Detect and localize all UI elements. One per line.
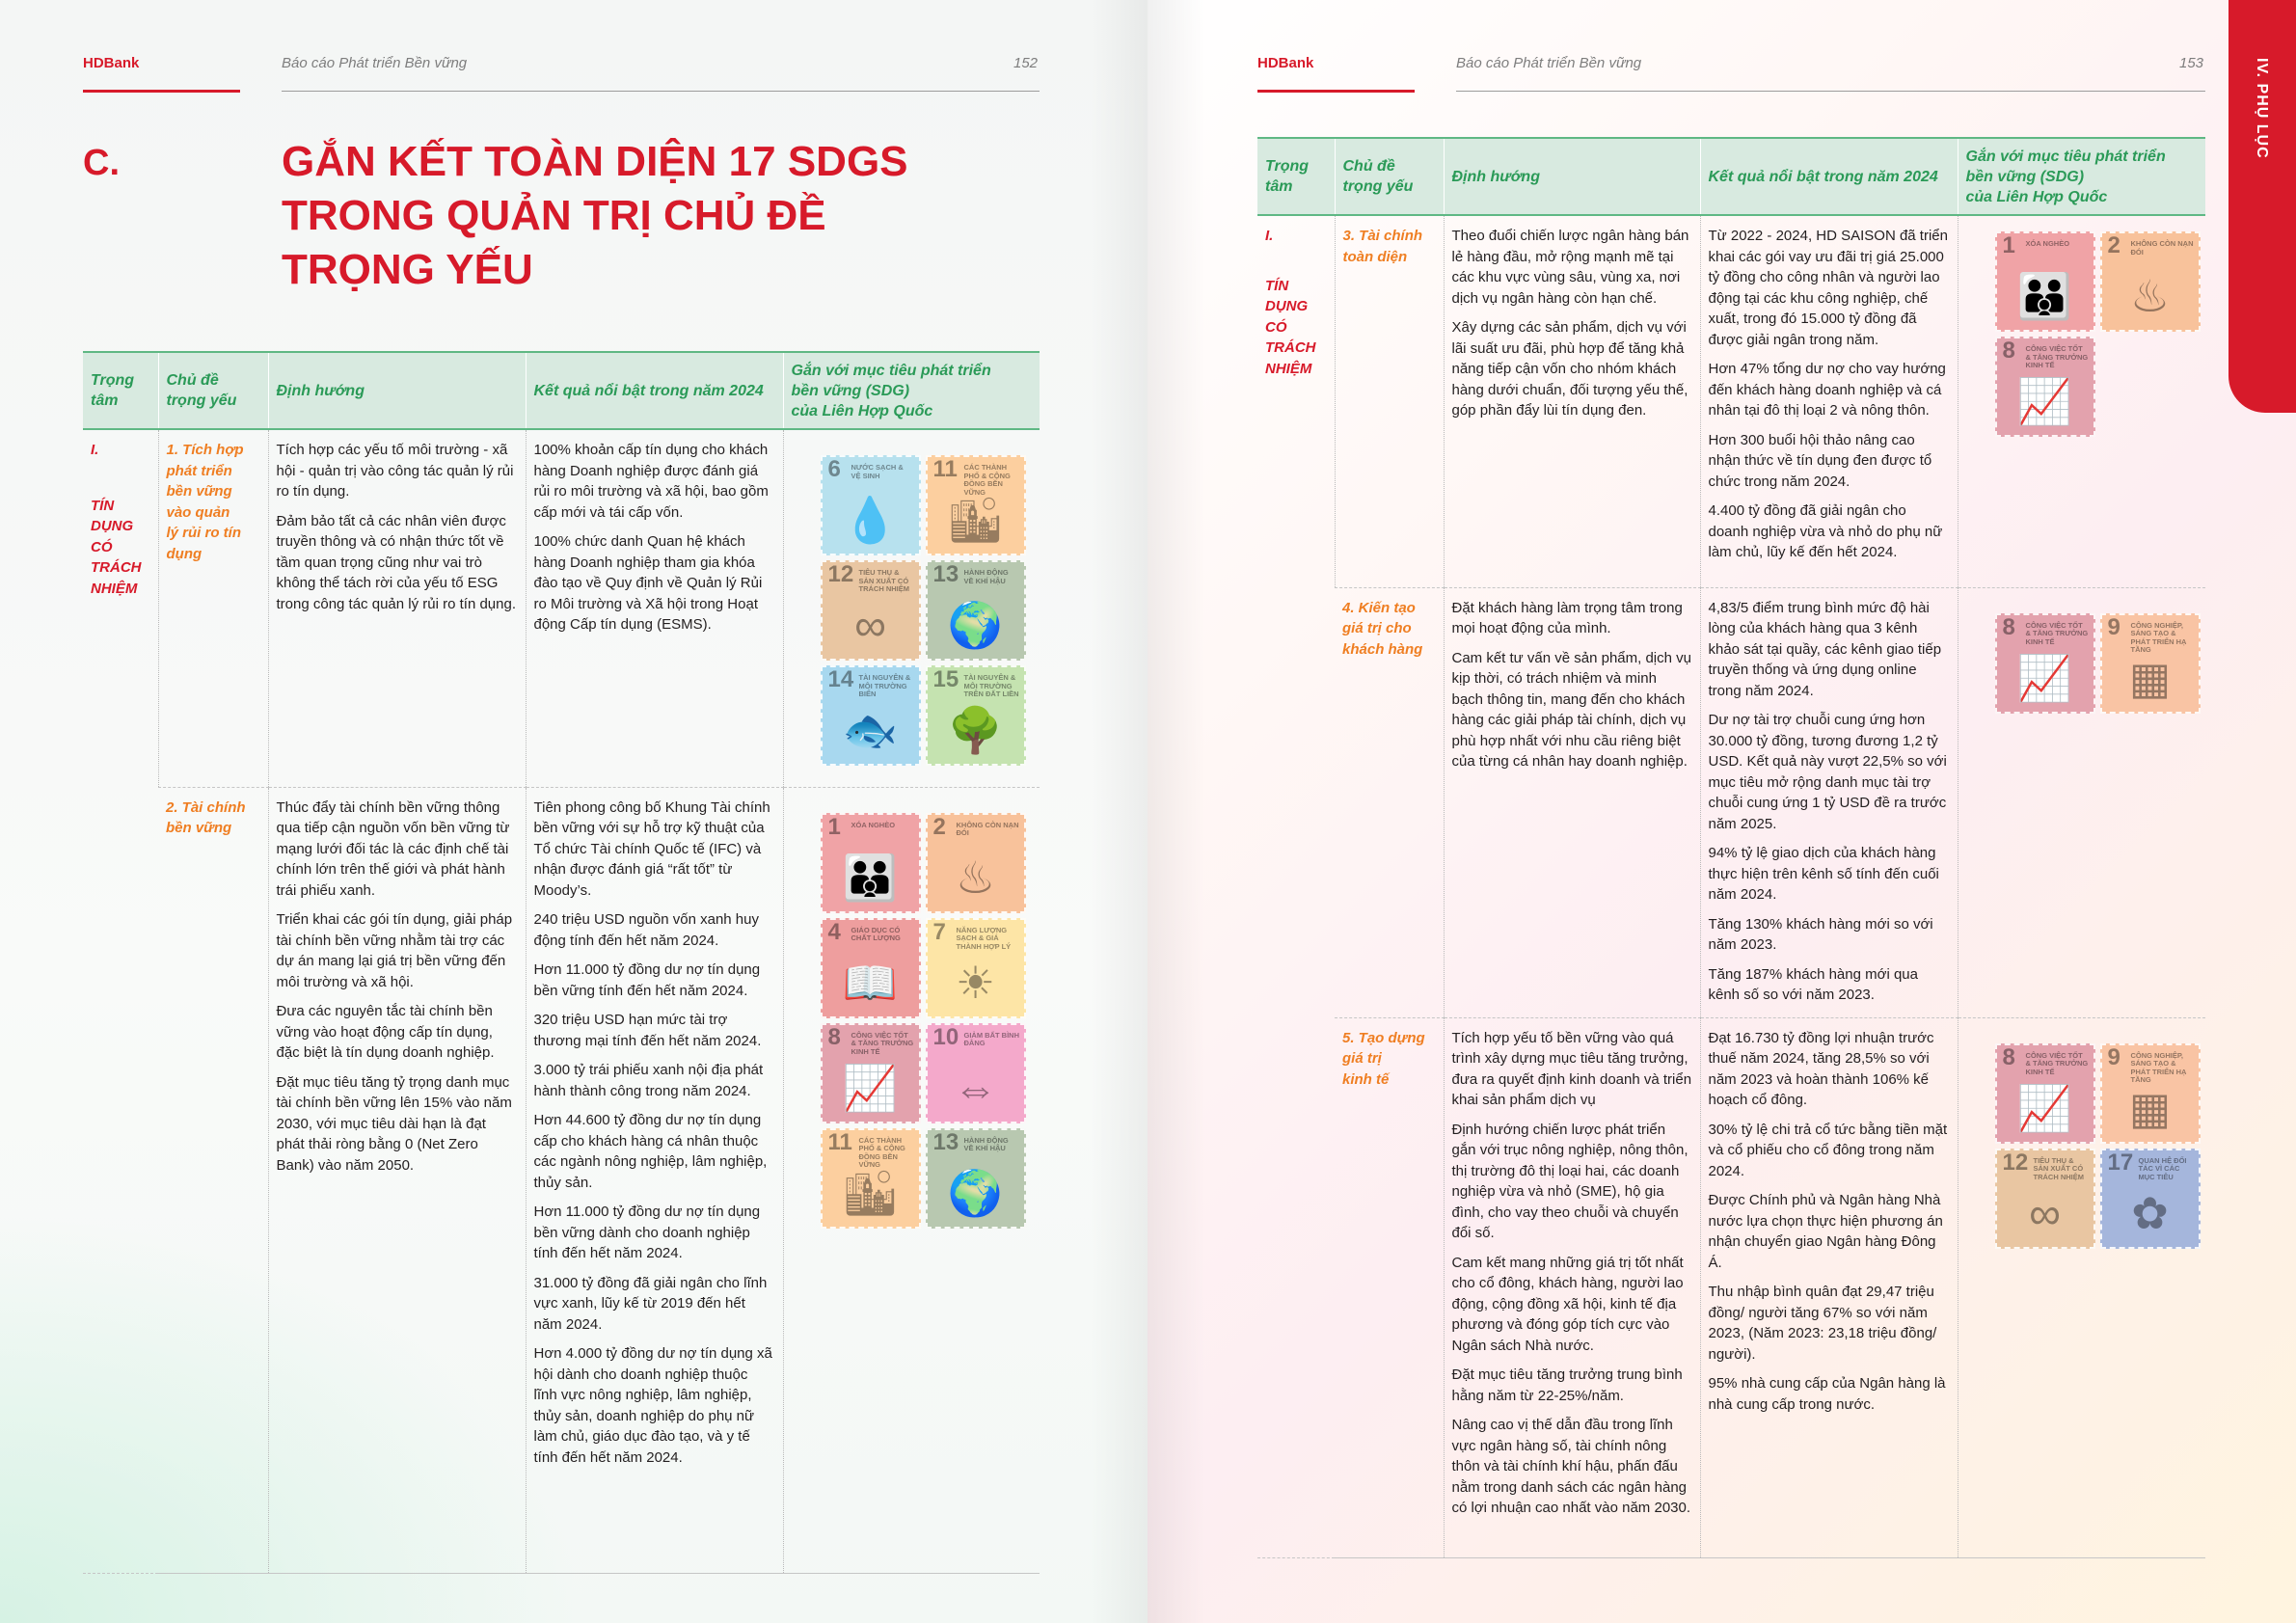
topic-cell: 5. Tạo dựng giá trị kinh tế bbox=[1335, 1017, 1444, 1557]
sdg-number: 8 bbox=[2002, 613, 2015, 640]
topic-cell: 3. Tài chính toàn diện bbox=[1335, 215, 1444, 587]
sdg-label: NĂNG LƯỢNG SẠCH & GIÁ THÀNH HỢP LÝ bbox=[956, 925, 1012, 951]
sdg-label: TIÊU THỤ & SẢN XUẤT CÓ TRÁCH NHIỆM bbox=[858, 568, 909, 593]
sdg-number: 2 bbox=[932, 813, 946, 840]
sdg-tile-11 bbox=[926, 455, 1026, 555]
sdg-number: 8 bbox=[827, 1023, 841, 1050]
sdg-number: 10 bbox=[932, 1023, 959, 1050]
sdg-label: KHÔNG CÒN NẠN ĐÓI bbox=[2130, 239, 2194, 257]
growth-chart-icon: 📈 bbox=[2016, 1082, 2073, 1133]
sdg-tile-1 bbox=[821, 813, 921, 913]
sdg-label: CÔNG VIỆC TỐT & TĂNG TRƯỞNG KINH TẾ bbox=[2025, 344, 2089, 369]
sdg-table-right bbox=[1257, 137, 2205, 1558]
topic-cell: 1. Tích hợp phát triển bền vững vào quản lý rủi ro tín dụng bbox=[158, 429, 268, 787]
right-page bbox=[1148, 0, 2296, 1623]
sdg-tile-8 bbox=[1995, 1043, 2095, 1144]
results-cell: 4,83/5 điểm trung bình mức độ hài lòng của khách hàng qua 3 kênh khảo sát tại quầy, các kênh giao tiếp truyền thống và ứng dụng online trong năm 2024. Dư nợ tài trợ chuỗi cung ứng hơn 30.000 tỷ đồng, tương đương 1,2 tỷ USD. Kết quả này vượt 22,5% so với mục tiêu mở rộng danh mục tài trợ chuỗi cung ứng 1 tỷ USD đề ra trước năm 2025. 94% tỷ lệ giao dịch của khách hàng thực hiện trên kênh số tính đến cuối năm 2024. Tăng 130% khách hàng mới so với năm 2023. Tăng 187% khách hàng mới qua kênh số so với năm 2023. bbox=[1700, 587, 1958, 1017]
orientation-cell: Theo đuổi chiến lược ngân hàng bán lẻ hàng đầu, mở rộng mạnh mẽ tại các khu vực vùng sâu, vùng xa, nơi dịch vụ ngân hàng còn hạn chế. Xây dựng các sản phẩm, dịch vụ với lãi suất ưu đãi, phù hợp để tăng khả năng tiếp cận vốn cho nhóm khách hàng dưới chuẩn, đối tượng yếu thế, góp phần đẩy lùi tín dụng đen. bbox=[1444, 215, 1700, 587]
table-row bbox=[1257, 215, 2205, 587]
sdg-number: 1 bbox=[827, 813, 841, 840]
sdg-number: 7 bbox=[932, 918, 946, 945]
results-cell: Đạt 16.730 tỷ đồng lợi nhuận trước thuế năm 2024, tăng 28,5% so với năm 2023 và hoàn thành 106% kế hoạch cổ đông. 30% tỷ lệ chi trả cổ tức bằng tiền mặt và cổ phiếu cho cổ đông trong năm 2024. Được Chính phủ và Ngân hàng Nhà nước lựa chọn thực hiện phương án nhận chuyển giao Ngân hàng Đông Á. Thu nhập bình quân đạt 29,47 triệu đồng/ người tăng 67% so với năm 2023, (Năm 2023: 23,18 triệu đồng/ người). 95% nhà cung cấp của Ngân hàng là nhà cung cấp trong nước. bbox=[1700, 1017, 1958, 1557]
focus-area: I. TÍN DỤNG CÓ TRÁCH NHIỆM bbox=[83, 429, 158, 1573]
sdg-number: 8 bbox=[2002, 338, 2015, 364]
sdg-number: 12 bbox=[827, 561, 854, 587]
sdg-number: 13 bbox=[932, 561, 959, 587]
family-icon: 👪 bbox=[842, 852, 899, 903]
sdg-label: QUAN HỆ ĐỐI TÁC VÌ CÁC MỤC TIÊU bbox=[2138, 1155, 2187, 1181]
sdg-number: 9 bbox=[2107, 1043, 2120, 1070]
sdg-label: XÓA NGHÈO bbox=[851, 820, 896, 829]
page-number: 152 bbox=[1013, 55, 1039, 71]
sdg-tile-14 bbox=[821, 665, 921, 766]
sdg-tile-13 bbox=[926, 560, 1026, 661]
table-row bbox=[1257, 587, 2205, 1017]
section-letter: C. bbox=[83, 143, 120, 183]
sdg-tiles bbox=[1966, 1028, 2199, 1249]
sdg-tile-6 bbox=[821, 455, 921, 555]
sdg-label: TÀI NGUYÊN & MÔI TRƯỜNG BIỂN bbox=[858, 673, 911, 698]
sdg-label: TIÊU THỤ & SẢN XUẤT CÓ TRÁCH NHIỆM bbox=[2033, 1155, 2084, 1181]
sdg-tile-8 bbox=[821, 1023, 921, 1123]
sdg-label: GIẢM BẤT BÌNH ĐẲNG bbox=[963, 1030, 1019, 1047]
sdg-number: 2 bbox=[2107, 232, 2120, 258]
sdg-cell bbox=[1958, 587, 2205, 1017]
sdg-number: 14 bbox=[827, 666, 854, 692]
sdg-number: 11 bbox=[827, 1128, 852, 1155]
hdbank-logo: HDBank bbox=[83, 55, 140, 71]
report-title: Báo cáo Phát triển Bền vững bbox=[1456, 55, 1642, 71]
sdg-tile-17 bbox=[2100, 1149, 2201, 1249]
sdg-tiles bbox=[1966, 598, 2199, 714]
fish-icon: 🐟 bbox=[842, 705, 899, 755]
sdg-number: 1 bbox=[2002, 232, 2015, 258]
sdg-number: 11 bbox=[932, 456, 958, 482]
table-row bbox=[83, 787, 1040, 1573]
growth-chart-icon: 📈 bbox=[2016, 652, 2073, 703]
header-sdg: Gắn với mục tiêu phát triển bền vững (SDG) của Liên Hợp Quốc bbox=[1958, 138, 2205, 215]
growth-chart-icon: 📈 bbox=[2016, 376, 2073, 426]
sdg-tile-12 bbox=[821, 560, 921, 661]
sdg-tile-10 bbox=[926, 1023, 1026, 1123]
page-header-left bbox=[83, 53, 1040, 94]
orientation-cell: Đặt khách hàng làm trọng tâm trong mọi hoạt động của mình. Cam kết tư vấn về sản phẩm, dịch vụ kịp thời, có trách nhiệm và minh bạch thông tin, mang đến cho khách hàng các giải pháp tài chính, dịch vụ phù hợp nhất với nhu cầu riêng biệt của từng cá nhân hay doanh nghiệp. bbox=[1444, 587, 1700, 1017]
sdg-tile-15 bbox=[926, 665, 1026, 766]
sdg-number: 9 bbox=[2107, 613, 2120, 640]
header-sdg: Gắn với mục tiêu phát triển bền vững (SDG) của Liên Hợp Quốc bbox=[783, 352, 1040, 429]
earth-icon: 🌍 bbox=[947, 600, 1004, 650]
sdg-number: 6 bbox=[827, 456, 841, 482]
orientation-cell: Tích hợp yếu tố bền vững vào quá trình xây dựng mục tiêu tăng trưởng, đưa ra quyết định kinh doanh và triển khai sản phẩm dịch vụ Định hướng chiến lược phát triển gắn với trục nông nghiệp, nông thôn, thị trường đô thị loại hai, các doanh nghiệp vừa và nhỏ (SME), hộ gia đình, cho vay theo chuỗi và chuyển đổi số. Cam kết mang những giá trị tốt nhất cho cổ đông, khách hàng, người lao động, cộng đồng xã hội, kinh tế địa phương và đóng góp tích cực vào Ngân sách Nhà nước. Đặt mục tiêu tăng trưởng trung bình hằng năm từ 22-25%/năm. Nâng cao vị thế dẫn đầu trong lĩnh vực ngân hàng số, tài chính nông thôn và tài chính khí hậu, phấn đấu nằm trong danh sách các ngân hàng có lợi nhuận cao nhất vào năm 2030. bbox=[1444, 1017, 1700, 1557]
sun-icon: ☀ bbox=[955, 957, 996, 1008]
family-icon: 👪 bbox=[2016, 271, 2073, 321]
results-cell: Tiên phong công bố Khung Tài chính bền vững với sự hỗ trợ kỹ thuật của Tổ chức Tài chính Quốc tế (IFC) và nhận được đánh giá “rất tốt” từ Moody’s. 240 triệu USD nguồn vốn xanh huy động tính đến hết năm 2024. Hơn 11.000 tỷ đồng dư nợ tín dụng bền vững tính đến hết năm 2024. 320 triệu USD hạn mức tài trợ thương mại tính đến hết năm 2024. 3.000 tỷ trái phiếu xanh nội địa phát hành thành công trong năm 2024. Hơn 44.600 tỷ đồng dư nợ tín dụng cấp cho khách hàng cá nhân thuộc các ngành nông nghiệp, lâm nghiệp, thủy sản. Hơn 11.000 tỷ đồng dư nợ tín dụng bền vững dành cho doanh nghiệp tính đến hết năm 2024. 31.000 tỷ đồng đã giải ngân cho lĩnh vực xanh, lũy kế từ 2019 đến hết năm 2024. Hơn 4.000 tỷ đồng dư nợ tín dụng xã hội dành cho doanh nghiệp thuộc lĩnh vực nông nghiệp, lâm nghiệp, thủy sản, doanh nghiệp do phụ nữ làm chủ, giáo dục đào tạo, và y tế tính đến hết năm 2024. bbox=[526, 787, 783, 1573]
sdg-number: 4 bbox=[827, 918, 841, 945]
sdg-tiles bbox=[792, 798, 1033, 1229]
infinity-icon: ∞ bbox=[854, 600, 886, 650]
bowl-icon: ♨ bbox=[2129, 271, 2171, 321]
header-focus: Trọng tâm bbox=[83, 352, 158, 429]
sdg-label: HÀNH ĐỘNG VỀ KHÍ HẬU bbox=[963, 568, 1009, 585]
header-results: Kết quả nổi bật trong năm 2024 bbox=[1700, 138, 1958, 215]
growth-chart-icon: 📈 bbox=[842, 1062, 899, 1113]
sdg-tile-13 bbox=[926, 1128, 1026, 1229]
tree-icon: 🌳 bbox=[947, 705, 1004, 755]
header-focus: Trọng tâm bbox=[1257, 138, 1335, 215]
city-icon: 🏙 bbox=[947, 495, 1004, 545]
sdg-tile-4 bbox=[821, 918, 921, 1018]
sdg-label: CÔNG NGHIỆP, SÁNG TẠO & PHÁT TRIỂN HẠ TẦNG bbox=[2130, 1050, 2187, 1084]
sdg-label: XÓA NGHÈO bbox=[2025, 239, 2070, 248]
sdg-label: TÀI NGUYÊN & MÔI TRƯỜNG TRÊN ĐẤT LIỀN bbox=[963, 673, 1019, 698]
sdg-number: 17 bbox=[2107, 1149, 2134, 1176]
results-cell: Từ 2022 - 2024, HD SAISON đã triển khai các gói vay ưu đãi trị giá 25.000 tỷ đồng cho công nhân và người lao động tại các khu công nghiệp, chế xuất, trong đó 15.000 tỷ đồng đã được giải ngân trong năm. Hơn 47% tổng dư nợ cho vay hướng đến khách hàng doanh nghiệp và cá nhân tại đô thị loại 2 và nông thôn. Hơn 300 buổi hội thảo nâng cao nhận thức về tín dụng đen được tổ chức trong năm 2024. 4.400 tỷ đồng đã giải ngân cho doanh nghiệp vừa và nhỏ do phụ nữ làm chủ, lũy kế đến hết 2024. bbox=[1700, 215, 1958, 587]
book-icon: 📖 bbox=[842, 957, 899, 1008]
orientation-cell: Tích hợp các yếu tố môi trường - xã hội - quản trị vào công tác quản lý rủi ro tín dụng. Đảm bảo tất cả các nhân viên được truyền thông và có nhận thức tốt về tầm quan trọng cũng như vai trò không thể tách rời của yếu tố ESG trong công tác quản lý rủi ro tín dụng. bbox=[268, 429, 526, 787]
flower-icon: ✿ bbox=[2131, 1187, 2169, 1238]
sdg-label: CÔNG VIỆC TỐT & TĂNG TRƯỞNG KINH TẾ bbox=[851, 1030, 914, 1056]
sdg-number: 12 bbox=[2002, 1149, 2029, 1176]
header-results: Kết quả nổi bật trong năm 2024 bbox=[526, 352, 783, 429]
sdg-tile-8 bbox=[1995, 613, 2095, 714]
sdg-label: HÀNH ĐỘNG VỀ KHÍ HẬU bbox=[963, 1135, 1009, 1152]
table-row bbox=[1257, 1017, 2205, 1557]
sdg-tile-11 bbox=[821, 1128, 921, 1229]
sdg-tile-2 bbox=[926, 813, 1026, 913]
orientation-cell: Thúc đẩy tài chính bền vững thông qua tiếp cận nguồn vốn bền vững từ mạng lưới đối tác là các định chế tài chính lớn trên thế giới và phát hành trái phiếu xanh. Triển khai các gói tín dụng, giải pháp tài chính bền vững nhằm tài trợ các dự án mang lại giá trị bền vững đến môi trường và xã hội. Đưa các nguyên tắc tài chính bền vững vào hoạt động cấp tín dụng, đặc biệt là tín dụng doanh nghiệp. Đặt mục tiêu tăng tỷ trọng danh mục tài chính bền vững lên 15% vào năm 2030, với mục tiêu dài hạn là đạt phát thải ròng bằng 0 (Net Zero Bank) vào năm 2050. bbox=[268, 787, 526, 1573]
page-number: 153 bbox=[2179, 55, 2204, 71]
topic-cell: 2. Tài chính bền vững bbox=[158, 787, 268, 1573]
sdg-label: CÔNG NGHIỆP, SÁNG TẠO & PHÁT TRIỂN HẠ TẦNG bbox=[2130, 620, 2187, 654]
sdg-tile-1 bbox=[1995, 231, 2095, 332]
sdg-number: 8 bbox=[2002, 1043, 2015, 1070]
sdg-tiles bbox=[1966, 226, 2199, 437]
header-topic: Chủ đề trọng yếu bbox=[1335, 138, 1444, 215]
section-side-tab[interactable]: IV. PHỤ LỤC bbox=[2228, 0, 2296, 413]
sdg-number: 13 bbox=[932, 1128, 959, 1155]
results-cell: 100% khoản cấp tín dụng cho khách hàng Doanh nghiệp được đánh giá rủi ro môi trường và xã hội, bao gồm cấp mới và tái cấp vốn. 100% chức danh Quan hệ khách hàng Doanh nghiệp tham gia khóa đào tạo về Quy định về Quản lý Rủi ro Môi trường và Xã hội trong Hoạt động Cấp tín dụng (ESMS). bbox=[526, 429, 783, 787]
sdg-cell bbox=[783, 429, 1040, 787]
cubes-icon: ▦ bbox=[2128, 1082, 2172, 1133]
sdg-table-left bbox=[83, 351, 1040, 1574]
table-row bbox=[83, 429, 1040, 787]
earth-icon: 🌍 bbox=[947, 1167, 1004, 1218]
sdg-tile-2 bbox=[2100, 231, 2201, 332]
report-title: Báo cáo Phát triển Bền vững bbox=[282, 55, 468, 71]
city-icon: 🏙 bbox=[842, 1167, 899, 1218]
sdg-label: GIÁO DỤC CÓ CHẤT LƯỢNG bbox=[851, 925, 901, 942]
focus-area: I. TÍN DỤNG CÓ TRÁCH NHIỆM bbox=[1257, 215, 1335, 1557]
header-topic: Chủ đề trọng yếu bbox=[158, 352, 268, 429]
section-title: GẮN KẾT TOÀN DIỆN 17 SDGS TRONG QUẢN TRỊ CHỦ ĐỀ TRỌNG YẾU bbox=[282, 138, 908, 293]
bowl-icon: ♨ bbox=[955, 852, 996, 903]
sdg-label: CÁC THÀNH PHỐ & CỘNG ĐỒNG BỀN VỮNG bbox=[963, 463, 1011, 497]
sdg-cell bbox=[1958, 215, 2205, 587]
sdg-cell bbox=[783, 787, 1040, 1573]
sdg-label: CÁC THÀNH PHỐ & CỘNG ĐỒNG BỀN VỮNG bbox=[858, 1135, 905, 1169]
sdg-label: CÔNG VIỆC TỐT & TĂNG TRƯỞNG KINH TẾ bbox=[2025, 1050, 2089, 1076]
sdg-label: KHÔNG CÒN NẠN ĐÓI bbox=[956, 820, 1019, 837]
topic-cell: 4. Kiến tạo giá trị cho khách hàng bbox=[1335, 587, 1444, 1017]
sdg-cell bbox=[1958, 1017, 2205, 1557]
sdg-label: NƯỚC SẠCH & VỆ SINH bbox=[851, 463, 904, 480]
sdg-number: 15 bbox=[932, 666, 959, 692]
water-drop-icon: 💧 bbox=[842, 495, 899, 545]
equality-icon: ⇔ bbox=[953, 1062, 998, 1113]
header-orientation: Định hướng bbox=[268, 352, 526, 429]
infinity-icon: ∞ bbox=[2029, 1187, 2061, 1238]
sdg-tile-9 bbox=[2100, 613, 2201, 714]
sdg-tile-12 bbox=[1995, 1149, 2095, 1249]
sdg-tile-9 bbox=[2100, 1043, 2201, 1144]
sdg-tile-8 bbox=[1995, 337, 2095, 437]
sdg-tile-7 bbox=[926, 918, 1026, 1018]
header-orientation: Định hướng bbox=[1444, 138, 1700, 215]
page-header-right bbox=[1257, 53, 2205, 94]
sdg-label: CÔNG VIỆC TỐT & TĂNG TRƯỞNG KINH TẾ bbox=[2025, 620, 2089, 646]
cubes-icon: ▦ bbox=[2128, 652, 2172, 703]
sdg-tiles bbox=[792, 440, 1033, 766]
hdbank-logo: HDBank bbox=[1257, 55, 1314, 71]
